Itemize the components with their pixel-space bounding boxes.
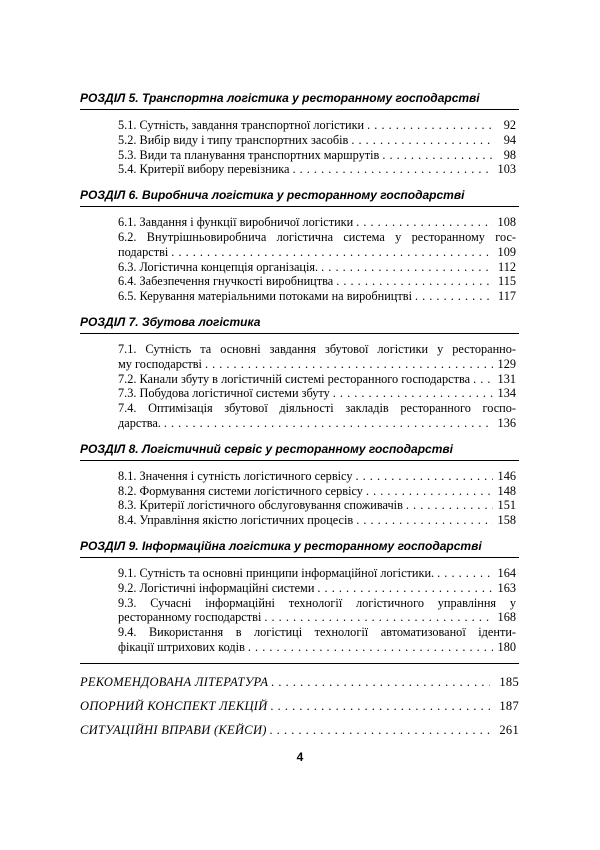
leader-dots bbox=[437, 566, 493, 581]
entry-title: 5.2. Вибір виду і типу транспортних засобів bbox=[118, 132, 349, 147]
leader-dots bbox=[367, 118, 493, 133]
entry-title-line1: 7.4. Оптимізація збутової діяльності закладів ресторанного госпо- bbox=[118, 401, 516, 416]
entry-page: 151 bbox=[497, 498, 516, 513]
toc-entry[interactable] bbox=[118, 513, 516, 528]
entry-page: 115 bbox=[498, 274, 516, 289]
toc-section-7 bbox=[80, 314, 519, 431]
entry-page: 164 bbox=[497, 565, 516, 580]
entry-title-line1: 9.3. Сучасні інформаційні технології логістичного управління у bbox=[118, 595, 516, 610]
entry-title: 6.5. Керування матеріальними потоками на виробництві bbox=[118, 289, 412, 304]
entry-page: 158 bbox=[497, 513, 516, 528]
section-items bbox=[80, 342, 519, 431]
entry-page: 108 bbox=[497, 215, 516, 230]
toc-entry[interactable] bbox=[118, 566, 516, 581]
toc-entry[interactable] bbox=[118, 372, 516, 387]
leader-dots bbox=[382, 148, 493, 163]
entry-title: ОПОРНИЙ КОНСПЕКТ ЛЕКЦІЙ bbox=[80, 698, 268, 713]
toc-entry[interactable] bbox=[118, 118, 516, 133]
entry-title-line1: 7.1. Сутність та основні завдання збутової логістики у ресторанно- bbox=[118, 341, 516, 356]
entry-page: 146 bbox=[497, 468, 516, 483]
entry-title: 8.3. Критерії логістичного обслуговування споживачів bbox=[118, 498, 403, 513]
entry-title: фікації штрихових кодів bbox=[118, 639, 245, 654]
entry-title: дарства. bbox=[118, 415, 161, 430]
entry-page: 134 bbox=[497, 386, 516, 401]
entry-page: 112 bbox=[498, 259, 516, 274]
leader-dots bbox=[171, 245, 493, 260]
toc-section-6 bbox=[80, 187, 519, 304]
section-heading: РОЗДІЛ 7. Збутова логістика bbox=[80, 314, 519, 334]
toc-entry-case-studies[interactable] bbox=[80, 718, 519, 742]
toc-entry[interactable] bbox=[118, 162, 516, 177]
entry-title: 6.4. Забезпечення гнучкості виробництва bbox=[118, 274, 334, 289]
entry-title: 5.1. Сутність, завдання транспортної логістики bbox=[118, 118, 365, 132]
toc-entry[interactable] bbox=[118, 133, 516, 148]
leader-dots bbox=[356, 215, 493, 230]
entry-page: 92 bbox=[503, 118, 516, 132]
leader-dots bbox=[264, 610, 493, 625]
leader-dots bbox=[415, 289, 493, 304]
toc-tail bbox=[80, 663, 519, 742]
entry-title: 9.1. Сутність та основні принципи інформаційної логістики. bbox=[118, 565, 435, 580]
entry-title: 8.4. Управління якістю логістичних процесів bbox=[118, 513, 354, 528]
toc-section-5 bbox=[80, 90, 519, 177]
toc-entry[interactable] bbox=[118, 230, 516, 260]
toc-entry[interactable] bbox=[118, 260, 516, 275]
entry-page: 261 bbox=[499, 722, 519, 737]
entry-page: 129 bbox=[497, 356, 516, 371]
table-of-contents bbox=[80, 90, 519, 742]
leader-dots bbox=[473, 372, 493, 387]
entry-title: 8.2. Формування системи логістичного сервісу bbox=[118, 483, 363, 498]
entry-page: 98 bbox=[503, 147, 516, 162]
toc-entry[interactable] bbox=[118, 484, 516, 499]
leader-dots bbox=[271, 694, 490, 718]
toc-entry[interactable] bbox=[118, 469, 516, 484]
section-heading: РОЗДІЛ 8. Логістичний сервіс у ресторанному господарстві bbox=[80, 441, 519, 461]
entry-page: 103 bbox=[497, 162, 516, 177]
entry-page: 180 bbox=[497, 639, 516, 654]
entry-title: СИТУАЦІЙНІ ВПРАВИ (КЕЙСИ) bbox=[80, 722, 267, 737]
section-heading: РОЗДІЛ 5. Транспортна логістика у ресторанному господарстві bbox=[80, 90, 519, 110]
section-items bbox=[80, 118, 519, 177]
toc-entry-lecture-notes[interactable] bbox=[80, 694, 519, 718]
entry-title-line1: 6.2. Внутрішньовиробнича логістична система у ресторанному гос- bbox=[118, 229, 516, 244]
entry-title-line1: 9.4. Використання в логістиці технології автоматизованої іденти- bbox=[118, 625, 516, 640]
leader-dots bbox=[321, 260, 493, 275]
toc-entry[interactable] bbox=[118, 625, 516, 655]
leader-dots bbox=[333, 386, 493, 401]
leader-dots bbox=[270, 718, 490, 742]
entry-title: 9.2. Логістичні інформаційні системи bbox=[118, 580, 315, 595]
leader-dots bbox=[336, 274, 493, 289]
toc-entry[interactable] bbox=[118, 342, 516, 372]
entry-page: 163 bbox=[497, 580, 516, 595]
leader-dots bbox=[356, 513, 493, 528]
leader-dots bbox=[292, 162, 493, 177]
entry-title: 7.2. Канали збуту в логістичній системі ресторанного господарства bbox=[118, 371, 471, 386]
toc-section-9 bbox=[80, 538, 519, 655]
toc-entry[interactable] bbox=[118, 498, 516, 513]
entry-title: 5.4. Критерії вибору перевізника bbox=[118, 162, 290, 177]
entry-page: 187 bbox=[499, 698, 519, 713]
leader-dots bbox=[366, 484, 493, 499]
section-items bbox=[80, 215, 519, 304]
toc-entry-literature[interactable] bbox=[80, 670, 519, 694]
toc-entry[interactable] bbox=[118, 596, 516, 626]
entry-title: 6.1. Завдання і функції виробничої логістики bbox=[118, 215, 354, 230]
entry-page: 185 bbox=[499, 674, 519, 689]
toc-entry[interactable] bbox=[118, 289, 516, 304]
entry-page: 136 bbox=[497, 415, 516, 430]
leader-dots bbox=[356, 469, 494, 484]
entry-page: 117 bbox=[498, 289, 516, 304]
page-number: 4 bbox=[296, 750, 304, 764]
entry-title: 6.3. Логістична концепція організація. bbox=[118, 259, 319, 274]
entry-page: 148 bbox=[497, 483, 516, 498]
toc-entry[interactable] bbox=[118, 148, 516, 163]
entry-title: 5.3. Види та планування транспортних маршрутів bbox=[118, 147, 380, 162]
leader-dots bbox=[205, 357, 493, 372]
toc-section-8 bbox=[80, 441, 519, 528]
leader-dots bbox=[406, 498, 493, 513]
toc-entry[interactable] bbox=[118, 274, 516, 289]
entry-page: 131 bbox=[497, 371, 516, 386]
entry-title: РЕКОМЕНДОВАНА ЛІТЕРАТУРА bbox=[80, 674, 269, 689]
section-heading: РОЗДІЛ 9. Інформаційна логістика у ресторанному господарстві bbox=[80, 538, 519, 558]
leader-dots bbox=[317, 581, 493, 596]
section-items bbox=[80, 566, 519, 655]
section-heading: РОЗДІЛ 6. Виробнича логістика у ресторанному господарстві bbox=[80, 187, 519, 207]
leader-dots bbox=[164, 416, 493, 431]
entry-title: ресторанному господарстві bbox=[118, 610, 262, 625]
entry-page: 94 bbox=[503, 132, 516, 147]
entry-title: 7.3. Побудова логістичної системи збуту bbox=[118, 386, 330, 401]
toc-entry[interactable] bbox=[118, 401, 516, 431]
leader-dots bbox=[248, 640, 493, 655]
toc-entry[interactable] bbox=[118, 581, 516, 596]
section-items bbox=[80, 469, 519, 528]
leader-dots bbox=[351, 133, 493, 148]
entry-title: 8.1. Значення і сутність логістичного сервісу bbox=[118, 468, 353, 483]
entry-title: му господарстві bbox=[118, 356, 202, 371]
entry-title: подарстві bbox=[118, 244, 169, 259]
toc-entry[interactable] bbox=[118, 386, 516, 401]
entry-page: 109 bbox=[497, 244, 516, 259]
leader-dots bbox=[271, 670, 490, 694]
entry-page: 168 bbox=[497, 610, 516, 625]
toc-entry[interactable] bbox=[118, 215, 516, 230]
